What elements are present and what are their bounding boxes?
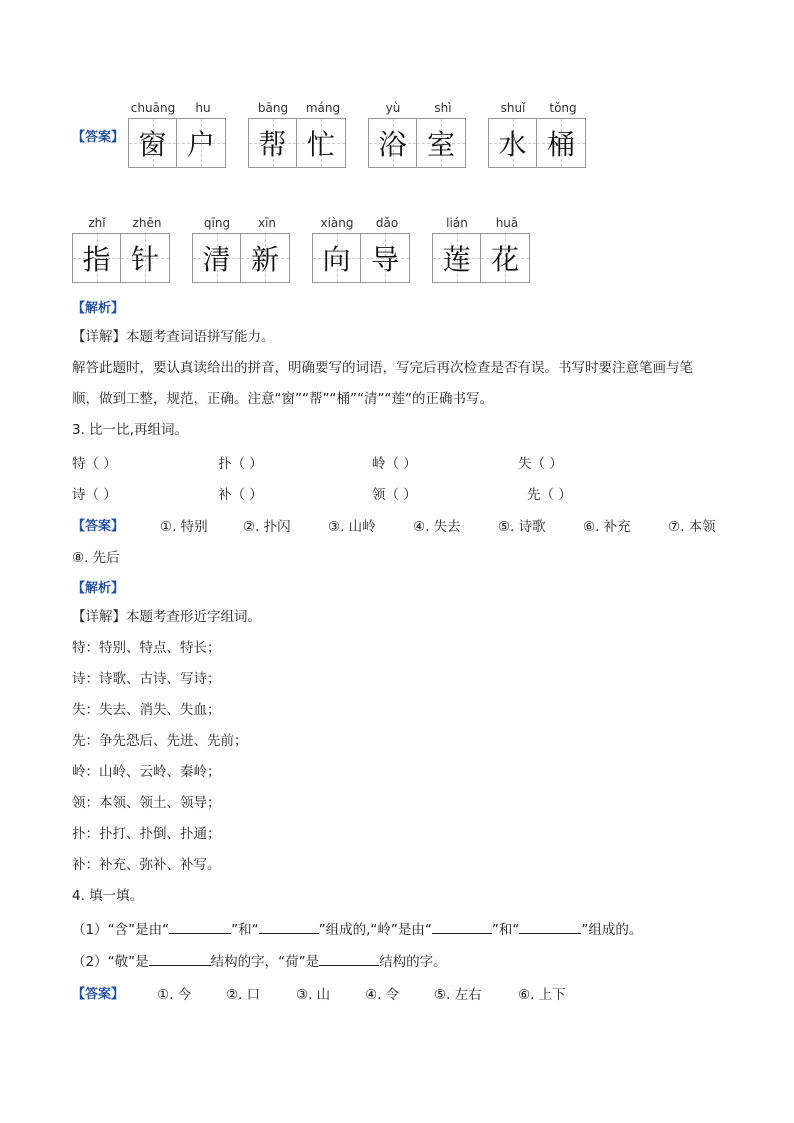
word-list-line: 领：本领、领土、领导； (72, 795, 221, 811)
pinyin: lián (446, 216, 468, 230)
char-box: 水 (489, 119, 537, 167)
char-box: 指 (73, 234, 121, 282)
answer-item: ⑧. 先后 (72, 550, 120, 566)
tianzige-boxes (432, 233, 530, 283)
answer-label: 【答案】 (72, 987, 125, 1002)
pinyin: tǒng (549, 101, 577, 115)
word-list-line: 岭：山岭、云岭、秦岭； (72, 764, 221, 780)
blank-field[interactable] (259, 919, 319, 934)
answer-item: ⑦. 本领 (668, 519, 716, 535)
fill-item: 特（ ） (72, 456, 117, 472)
answer-item: ⑤. 诗歌 (498, 519, 546, 535)
tianzige-boxes (488, 118, 586, 168)
pinyin: bāng (257, 101, 289, 115)
fill-sentence-2: （2）“敬”是 结构的字，“荷”是 结构的字。 (72, 951, 447, 971)
char-box: 新 (241, 234, 289, 282)
word-list-line: 诗：诗歌、古诗、写诗； (72, 671, 221, 687)
fill-item: 领（ ） (372, 487, 417, 503)
answer-item: ②. 扑闪 (243, 519, 291, 535)
fill-item: 补（ ） (218, 487, 263, 503)
blank-field[interactable] (519, 919, 581, 934)
fill-item: 岭（ ） (372, 456, 417, 472)
answer-item: ③. 山 (296, 987, 331, 1003)
analysis-label: 【解析】 (72, 301, 125, 316)
char-box: 窗 (129, 119, 177, 167)
word-group (488, 101, 588, 167)
answer-item: ⑥. 上下 (518, 987, 566, 1003)
answer-item: ①. 特别 (160, 519, 208, 535)
fill-item: 扑（ ） (218, 456, 263, 472)
question-title: 4. 填一填。 (72, 888, 144, 904)
answer-item: ②. 口 (226, 987, 261, 1003)
tianzige-boxes (248, 118, 346, 168)
char-box: 花 (481, 234, 529, 282)
word-group (432, 216, 532, 282)
answer-item: ④. 失去 (413, 519, 461, 535)
char-box: 莲 (433, 234, 481, 282)
char-box: 室 (417, 119, 465, 167)
fill-sentence-1: （1）“含”是由“ ”和“ ”组成的,“岭”是由“ ”和“ ”组成的。 (72, 919, 642, 939)
char-box: 清 (193, 234, 241, 282)
word-list-line: 特：特别、特点、特长； (72, 640, 221, 656)
tianzige-boxes (312, 233, 410, 283)
paragraph-line: 顺，做到工整，规范，正确。注意“窗”“帮”“桶”“清”“莲”的正确书写。 (72, 391, 493, 407)
word-group (128, 101, 228, 167)
blank-field[interactable] (149, 951, 211, 966)
pinyin: dǎo (375, 216, 399, 230)
word-list-line: 先：争先恐后、先进、先前； (72, 733, 248, 749)
word-group (72, 216, 172, 282)
pinyin: shì (434, 101, 452, 115)
answer-item: ⑥. 补充 (583, 519, 631, 535)
pinyin: huā (495, 216, 519, 230)
blank-field[interactable] (432, 919, 492, 934)
tianzige-boxes (192, 233, 290, 283)
tianzige-boxes (128, 118, 226, 168)
analysis-label: 【解析】 (72, 581, 125, 596)
pinyin: máng (305, 101, 341, 115)
answer-item: ③. 山岭 (328, 519, 376, 535)
pinyin: hu (195, 101, 211, 115)
word-list-line: 扑：扑打、扑倒、扑通； (72, 826, 221, 842)
pinyin: shuǐ (500, 101, 526, 115)
detail-text: 【详解】本题考查形近字组词。 (72, 609, 261, 625)
char-box: 针 (121, 234, 169, 282)
question-title: 3. 比一比,再组词。 (72, 422, 188, 438)
blank-field[interactable] (169, 919, 231, 934)
blank-field[interactable] (319, 951, 379, 966)
fill-item: 诗（ ） (72, 487, 117, 503)
char-box: 浴 (369, 119, 417, 167)
fill-item: 失（ ） (518, 456, 563, 472)
word-list-line: 失：失去、消失、失血； (72, 702, 221, 718)
word-list-line: 补：补充、弥补、补写。 (72, 857, 221, 873)
answer-item: ①. 今 (157, 987, 192, 1003)
pinyin: xīn (257, 216, 277, 230)
word-group (368, 101, 468, 167)
fill-item: 先（ ） (527, 487, 572, 503)
char-box: 忙 (297, 119, 345, 167)
tianzige-boxes (368, 118, 466, 168)
char-box: 导 (361, 234, 409, 282)
detail-text: 【详解】本题考查词语拼写能力。 (72, 329, 275, 345)
paragraph-line: 解答此题时，要认真读给出的拼音，明确要写的词语，写完后再次检查是否有误。书写时要注意笔画与笔 (72, 360, 693, 376)
pinyin: xiàng (320, 216, 354, 230)
word-group (312, 216, 412, 282)
word-group (192, 216, 292, 282)
answer-item: ④. 令 (365, 987, 400, 1003)
answer-label: 【答案】 (72, 519, 125, 534)
char-box: 户 (177, 119, 225, 167)
pinyin: chuāng (130, 101, 176, 115)
char-box: 向 (313, 234, 361, 282)
word-group (248, 101, 348, 167)
tianzige-boxes (72, 233, 170, 283)
answer-item: ⑤. 左右 (434, 987, 482, 1003)
char-box: 帮 (249, 119, 297, 167)
pinyin: zhǐ (88, 216, 106, 230)
pinyin: yù (385, 101, 401, 115)
pinyin: qīng (203, 216, 231, 230)
char-box: 桶 (537, 119, 585, 167)
answer-label: 【答案】 (72, 130, 125, 145)
pinyin: zhēn (132, 216, 162, 230)
